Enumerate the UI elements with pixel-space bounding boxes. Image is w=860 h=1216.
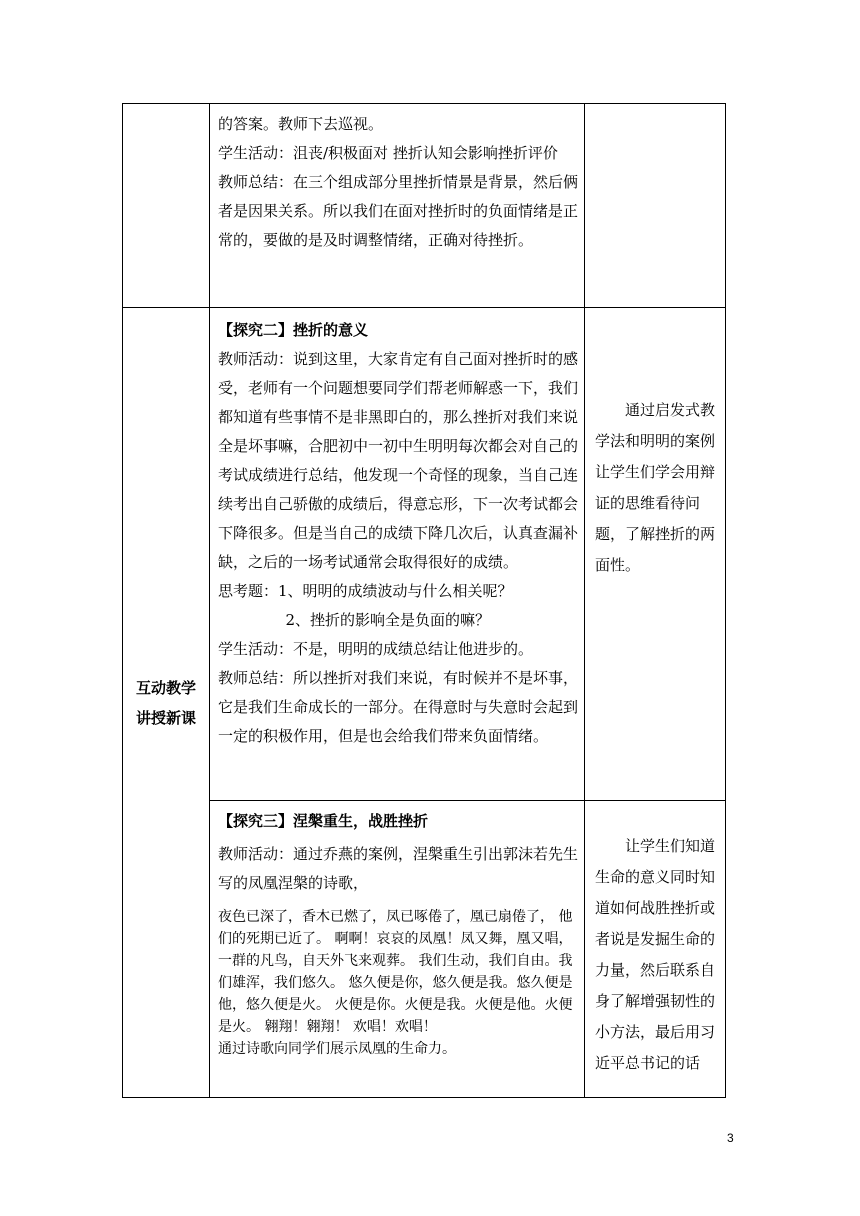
section-heading: 【探究三】涅槃重生，战胜挫折	[218, 812, 429, 830]
poem-text: 夜色已深了，香木已燃了，凤已啄倦了，凰已扇倦了， 他们的死期已近了。 啊啊！哀哀的凤凰！凤又舞，凰又唱， 一群的凡鸟，自天外飞来观葬。 我们生动，我们自由。我们雄浑，我们悠久。 悠久便是你，悠久便是我。悠久便是他，悠久便是火。 火便是你。火便是我。火便是他。火便是火。 翱翔！翱翔！ 欢唱！欢唱！	[218, 909, 573, 1035]
section-heading: 【探究二】挫折的意义	[218, 321, 369, 339]
design-note: 通过启发式教学法和明明的案例让学生们学会用辩证的思维看待问题，了解挫折的两面性。	[595, 401, 716, 574]
teacher-summary: 教师总结：所以挫折对我们来说，有时候并不是坏事，它是我们生命成长的一部分。在得意时与失意时会起到一定的积极作用，但是也会给我们带来负面情绪。	[218, 669, 579, 745]
design-note: 让学生们知道生命的意义同时知道如何战胜挫折或者说是发掘生命的力量，然后联系自身了解增强韧性的小方法，最后用习近平总书记的话	[595, 837, 716, 1072]
explore3-cell	[210, 801, 585, 1098]
activity-cell	[210, 104, 585, 308]
lesson-plan-table	[122, 103, 726, 1098]
text-line: 教师总结：在三个组成部分里挫折情景是背景，然后俩者是因果关系。所以我们在面对挫折时的负面情绪是正常的，要做的是及时调整情绪，正确对待挫折。	[218, 173, 579, 249]
student-activity: 学生活动：不是，明明的成绩总结让他进步的。	[218, 640, 534, 658]
empty-note-cell	[585, 104, 726, 308]
section-label: 互动教学讲授新课	[135, 678, 196, 727]
explore3-note-cell	[585, 801, 726, 1098]
explore2-note-cell	[585, 308, 726, 801]
page-number: 3	[727, 1131, 734, 1145]
closing-text: 通过诗歌向同学们展示凤凰的生命力。	[218, 1041, 456, 1057]
question-1: 思考题：1、明明的成绩波动与什么相关呢？	[218, 582, 513, 600]
empty-label-cell	[123, 104, 210, 308]
teacher-activity: 教师活动：通过乔燕的案例，涅槃重生引出郭沫若先生写的凤凰涅槃的诗歌，	[218, 845, 579, 892]
section-label-cell	[123, 308, 210, 1098]
question-2: 2、挫折的影响全是负面的嘛？	[285, 611, 491, 629]
text-line: 学生活动：沮丧/积极面对 挫折认知会影响挫折评价	[218, 144, 558, 162]
text-line: 的答案。教师下去巡视。	[218, 115, 384, 133]
teacher-activity: 教师活动：说到这里，大家肯定有自己面对挫折时的感受，老师有一个问题想要同学们帮老师解惑一下，我们都知道有些事情不是非黑即白的，那么挫折对我们来说全是坏事嘛，合肥初中一初中生明明每次都会对自己的考试成绩进行总结，他发现一个奇怪的现象，当自己连续考出自己骄傲的成绩后，得意忘形，下一次考试都会下降很多。但是当自己的成绩下降几次后，认真查漏补缺，之后的一场考试通常会取得很好的成绩。	[218, 350, 579, 571]
explore2-cell	[210, 308, 585, 801]
